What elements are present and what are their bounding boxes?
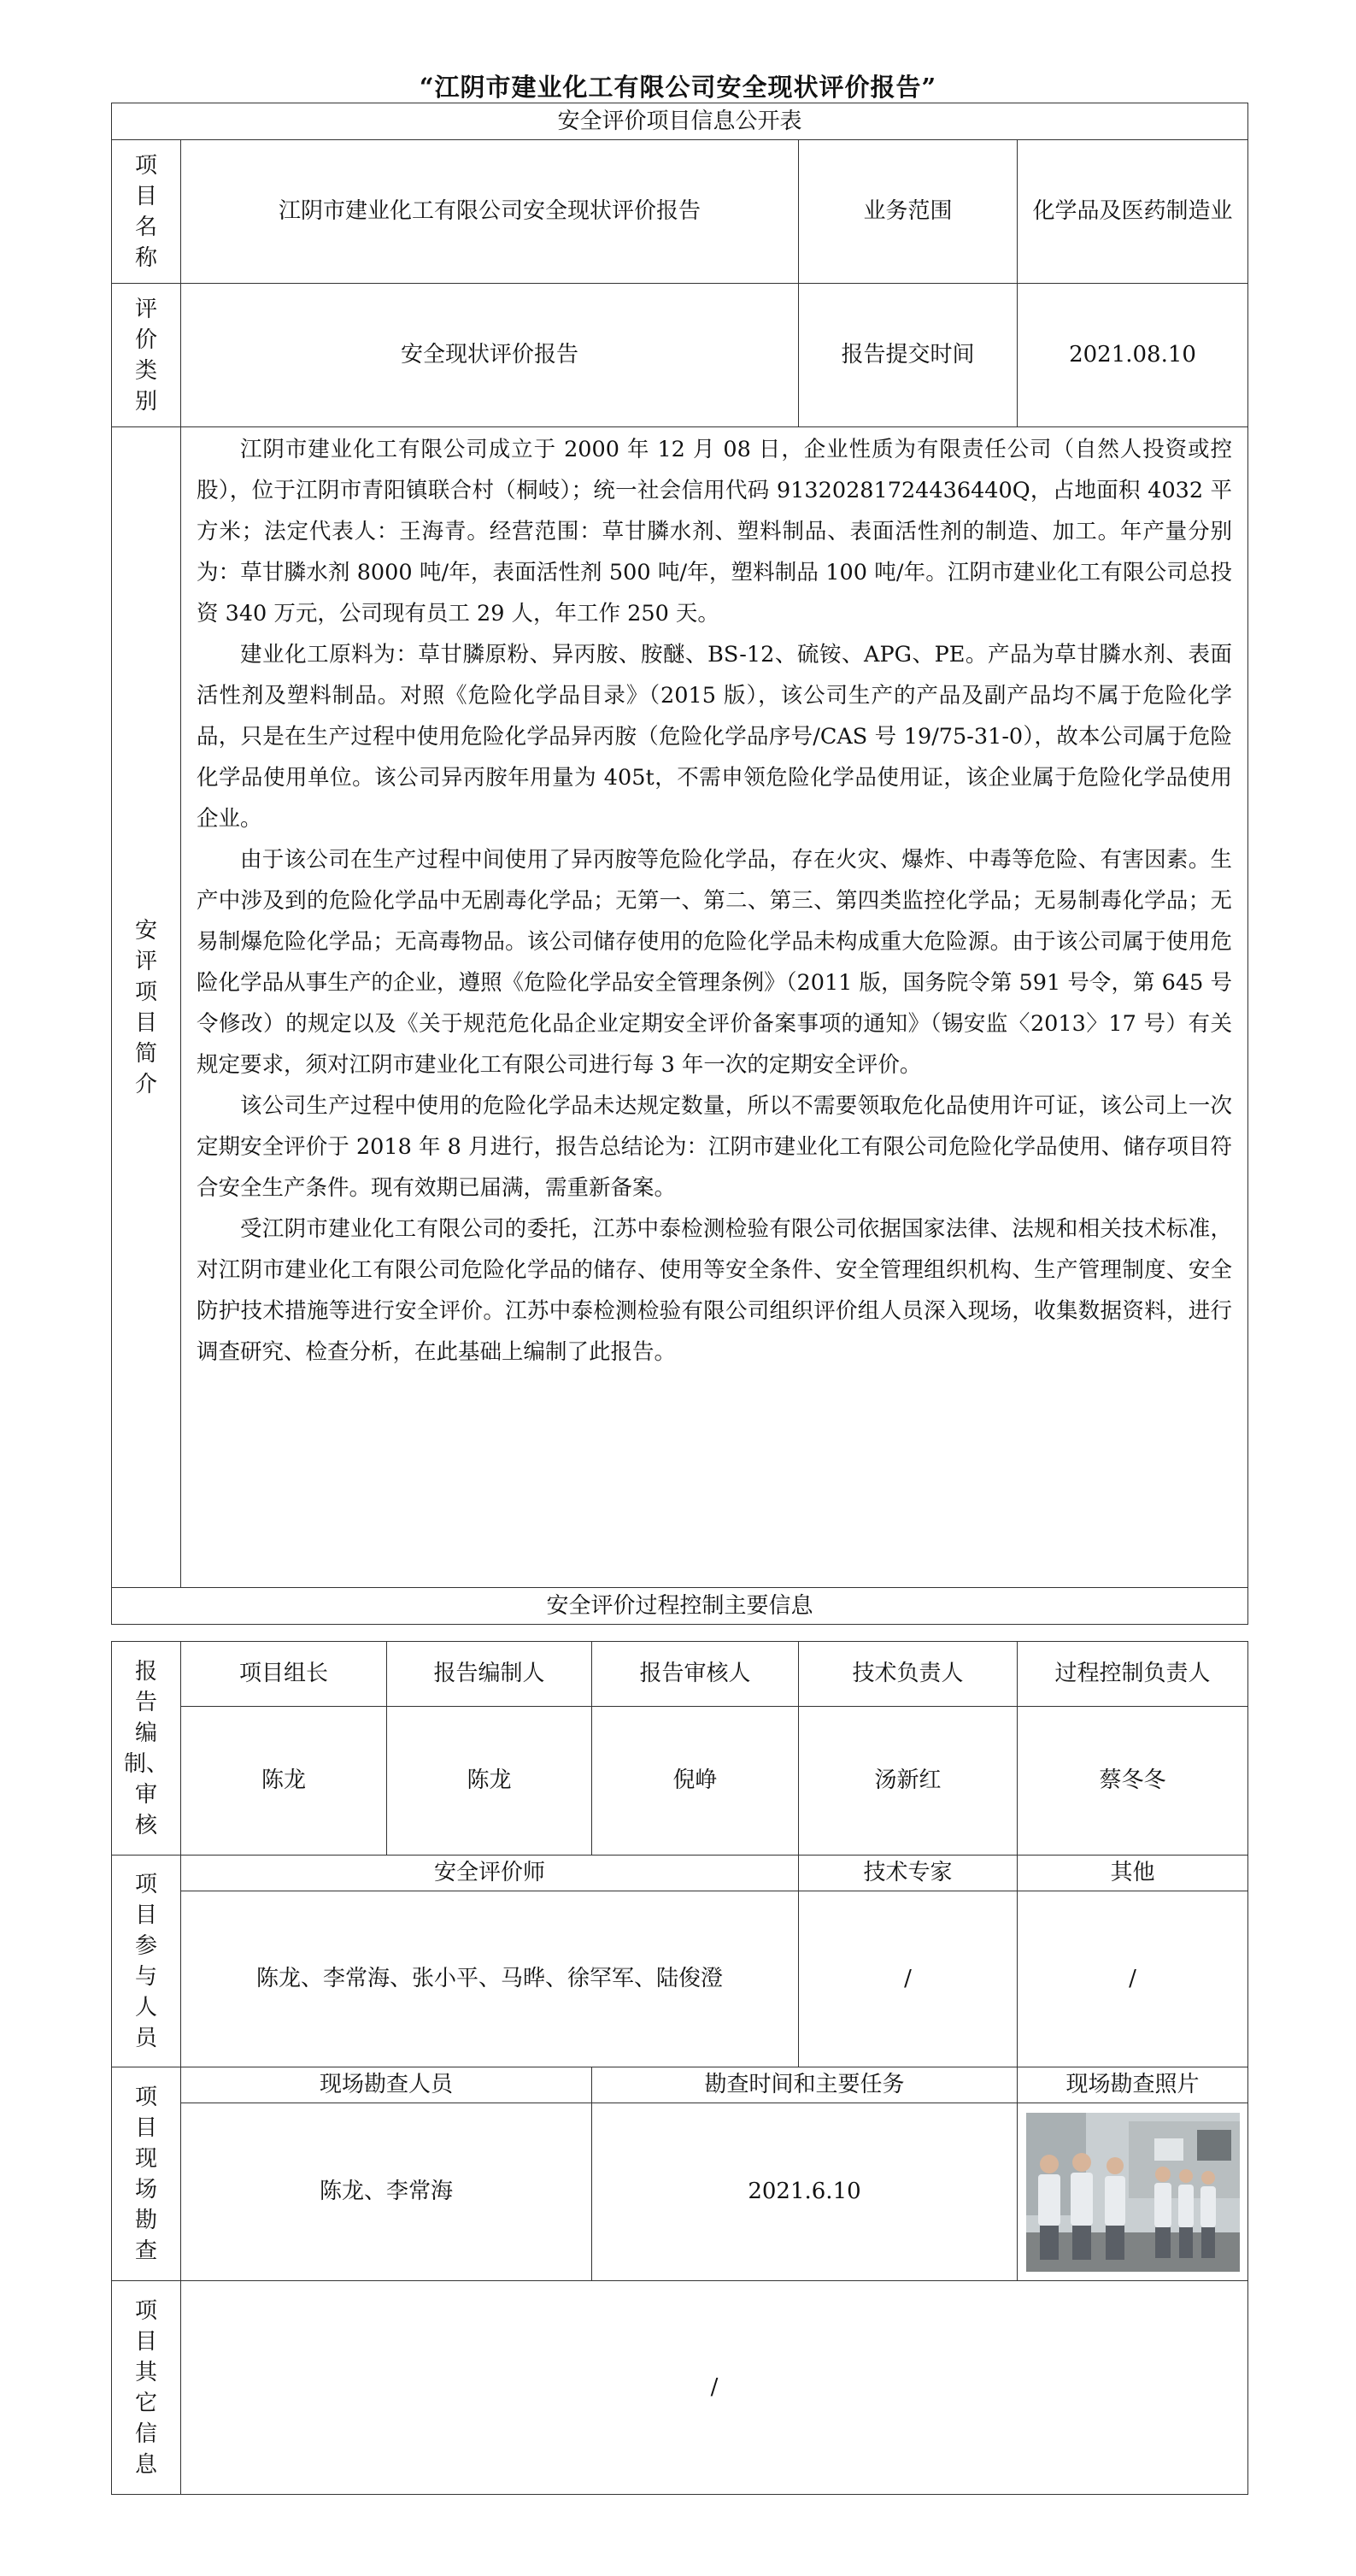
business-scope-value: 化学品及医药制造业 — [1018, 140, 1248, 284]
submit-time-label: 报告提交时间 — [799, 284, 1018, 427]
evaluators-value: 陈龙、李常海、张小平、马晔、徐罕军、陆俊澄 — [181, 1891, 799, 2067]
others-value: / — [1018, 1891, 1248, 2067]
evaluator-header: 安全评价师 — [181, 1856, 799, 1891]
project-name-label: 项 目 名 称 — [112, 140, 181, 284]
eval-type-label: 评 价 类 别 — [112, 284, 181, 427]
intro-label: 安 评 项 目 简 介 — [112, 427, 181, 1588]
intro-paragraph: 该公司生产过程中使用的危险化学品未达规定数量，所以不需要领取危化品使用许可证，该公司上一次定期安全评价于 2018 年 8 月进行，报告总结论为：江阴市建业化工有限公司危险化学品使用、储存项目符合安全生产条件。现有效期已届满，需重新备案。 — [197, 1093, 1233, 1201]
document-title: “江阴市建业化工有限公司安全现状评价报告” — [419, 73, 937, 102]
process-control-table — [111, 1641, 1248, 2495]
survey-time-value: 2021.6.10 — [592, 2103, 1018, 2281]
role-header: 过程控制负责人 — [1018, 1642, 1248, 1707]
intro-paragraph: 由于该公司在生产过程中间使用了异丙胺等危险化学品，存在火灾、爆炸、中毒等危险、有害因素。生产中涉及到的危险化学品中无剧毒化学品；无第一、第二、第三、第四类监控化学品；无易制毒化学品；无易制爆危险化学品；无高毒物品。该公司储存使用的危险化学品未构成重大危险源。由于该公司属于使用危险化学品从事生产的企业，遵照《危险化学品安全管理条例》（2011 版，国务院令第 591 号令，第 645 号令修改）的规定以及《关于规范危化品企业定期安全评价备案事项的通知》（锡安监〈2013〉17 号）有关规定要求，须对江阴市建业化工有限公司进行每 3 年一次的定期安全评价。 — [197, 847, 1233, 1078]
role-header: 技术负责人 — [799, 1642, 1018, 1707]
survey-staff-header: 现场勘查人员 — [181, 2067, 592, 2103]
survey-photo-cell — [1018, 2103, 1248, 2281]
survey-photo-header: 现场勘查照片 — [1018, 2067, 1248, 2103]
process-control-header: 安全评价过程控制主要信息 — [112, 1588, 1248, 1625]
role-person: 汤新红 — [799, 1707, 1018, 1856]
experts-value: / — [799, 1891, 1018, 2067]
role-person: 蔡冬冬 — [1018, 1707, 1248, 1856]
report-label: 报 告 编 制、 审 核 — [112, 1642, 181, 1856]
submit-time-value: 2021.08.10 — [1018, 284, 1248, 427]
intro-text — [181, 427, 1248, 1588]
survey-label: 项 目 现 场 勘 查 — [112, 2067, 181, 2281]
other-info-label: 项 目 其 它 信 息 — [112, 2281, 181, 2495]
role-header: 报告编制人 — [387, 1642, 592, 1707]
role-person: 陈龙 — [181, 1707, 387, 1856]
intro-paragraph: 江阴市建业化工有限公司成立于 2000 年 12 月 08 日，企业性质为有限责任公司（自然人投资或控股），位于江阴市青阳镇联合村（桐岐）；统一社会信用代码 91320281724436440Q，占地面积 4032 平方米；法定代表人：王海青。经营范围：草甘膦水剂、塑料制品、表面活性剂的制造、加工。年产量分别为：草甘膦水剂 8000 吨/年，表面活性剂 500 吨/年，塑料制品 100 吨/年。江阴市建业化工有限公司总投资 340 万元，公司现有员工 29 人，年工作 250 天。 — [197, 437, 1233, 626]
site-survey-photo — [1026, 2113, 1240, 2272]
intro-paragraph: 建业化工原料为：草甘膦原粉、异丙胺、胺醚、BS-12、硫铵、APG、PE。产品为草甘膦水剂、表面活性剂及塑料制品。对照《危险化学品目录》（2015 版），该公司生产的产品及副产品均不属于危险化学品，只是在生产过程中使用危险化学品异丙胺（危险化学品序号/CAS 号 19/75-31-0），故本公司属于危险化学品使用单位。该公司异丙胺年用量为 405t，不需申领危险化学品使用证，该企业属于危险化学品使用企业。 — [197, 642, 1233, 832]
role-person: 倪峥 — [592, 1707, 799, 1856]
intro-paragraph: 受江阴市建业化工有限公司的委托，江苏中泰检测检验有限公司依据国家法律、法规和相关技术标准，对江阴市建业化工有限公司危险化学品的储存、使用等安全条件、安全管理组织机构、生产管理制度、安全防护技术措施等进行安全评价。江苏中泰检测检验有限公司组织评价组人员深入现场，收集数据资料，进行调查研究、检查分析，在此基础上编制了此报告。 — [197, 1216, 1233, 1365]
survey-time-header: 勘查时间和主要任务 — [592, 2067, 1018, 2103]
other-header: 其他 — [1018, 1856, 1248, 1891]
table-header: 安全评价项目信息公开表 — [112, 103, 1248, 140]
role-header: 报告审核人 — [592, 1642, 799, 1707]
survey-staff-value: 陈龙、李常海 — [181, 2103, 592, 2281]
info-disclosure-table — [111, 103, 1248, 1625]
expert-header: 技术专家 — [799, 1856, 1018, 1891]
project-name-value: 江阴市建业化工有限公司安全现状评价报告 — [181, 140, 799, 284]
business-scope-label: 业务范围 — [799, 140, 1018, 284]
other-info-value: / — [181, 2281, 1248, 2495]
eval-type-value: 安全现状评价报告 — [181, 284, 799, 427]
role-header: 项目组长 — [181, 1642, 387, 1707]
role-person: 陈龙 — [387, 1707, 592, 1856]
participants-label: 项 目 参 与 人 员 — [112, 1856, 181, 2067]
